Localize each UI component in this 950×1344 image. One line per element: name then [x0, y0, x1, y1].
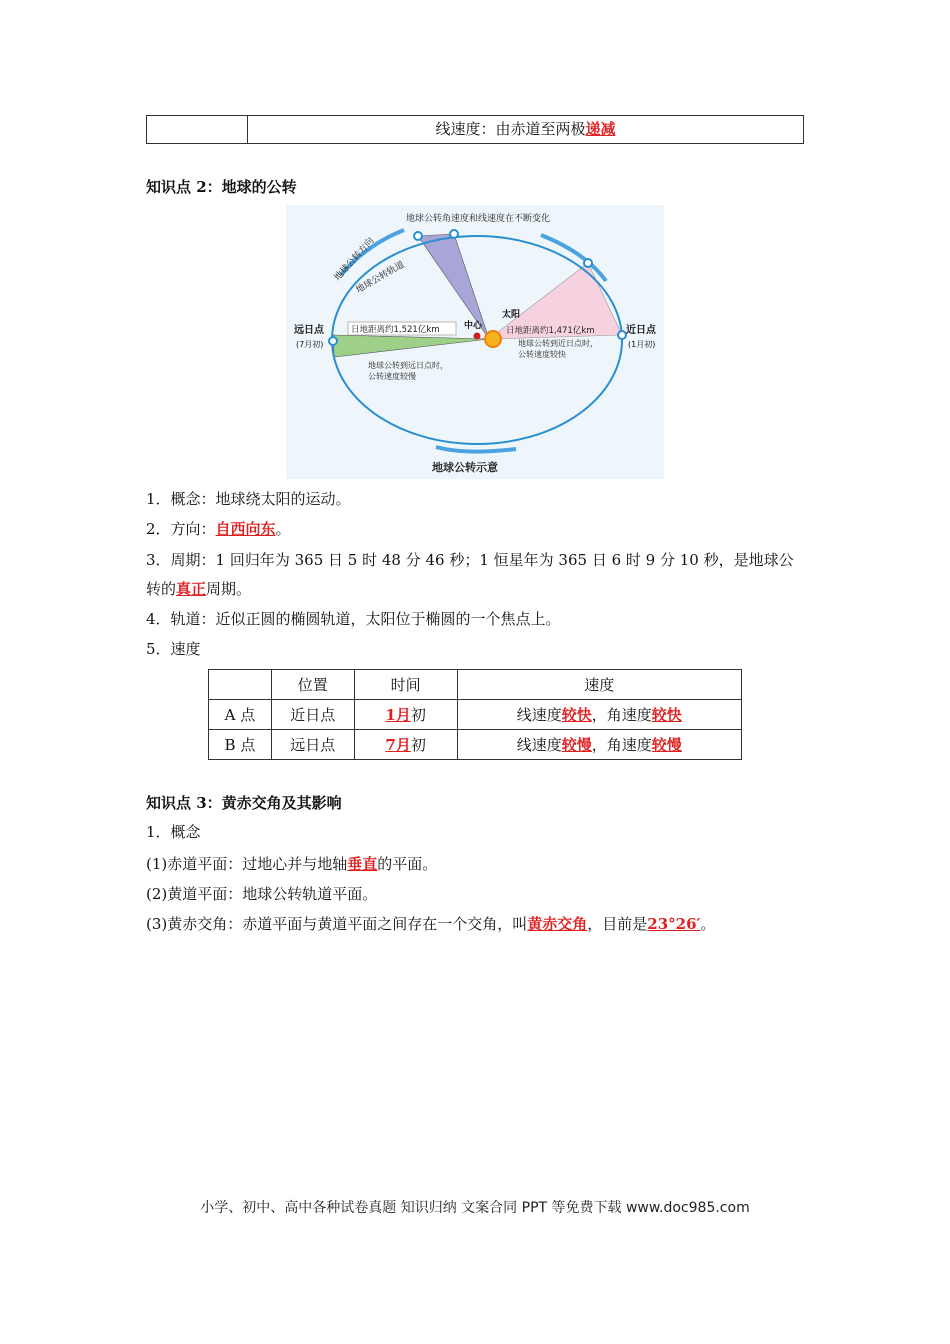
point-cell: A 点 [209, 700, 272, 730]
perihelion-label: 近日点 [626, 325, 656, 336]
point-cell: B 点 [209, 730, 272, 760]
time-cell [354, 730, 457, 760]
line-speed-value: 较快 [561, 706, 592, 724]
item-orbit: 4．轨道：近似正圆的椭圆轨道，太阳位于椭圆的一个焦点上。 [146, 610, 561, 628]
orbit-label: 地球公转轨道 [354, 259, 407, 296]
item-direction-suffix: 。 [275, 520, 291, 538]
item-concept: 1．概念：地球绕太阳的运动。 [146, 490, 351, 508]
speed-table [208, 669, 742, 760]
line-speed-value: 较慢 [561, 736, 592, 754]
top-table-text-cell [248, 116, 803, 143]
diagram-caption: 地球公转示意 [432, 461, 498, 474]
obliquity-prefix: (3)黄赤交角：赤道平面与黄道平面之间存在一个交角，叫 [146, 915, 528, 933]
slow-note-line2: 公转速度较慢 [368, 372, 416, 381]
speed-cell [457, 700, 741, 730]
line-speed-label: 线速度 [516, 706, 562, 724]
equator-plane-suffix: 的平面。 [377, 855, 438, 873]
angle-speed-value: 较快 [651, 706, 682, 724]
equator-plane-prefix: (1)赤道平面：过地心并与地轴 [146, 855, 348, 873]
speed-table-header-row [209, 670, 742, 700]
top-table-empty-cell [147, 116, 248, 143]
top-table-fragment [146, 115, 804, 144]
line-speed-label: 线速度 [516, 736, 562, 754]
header-cell-time: 时间 [354, 670, 457, 700]
item-direction-highlight: 自西向东 [215, 520, 276, 538]
sun-icon [485, 331, 501, 347]
obliquity-highlight: 黄赤交角 [527, 915, 588, 933]
revolution-svg [286, 205, 664, 479]
fast-note-line1: 地球公转到近日点时， [518, 339, 598, 348]
near-distance-label: 日地距离约1,471亿km [506, 326, 595, 336]
header-cell-position: 位置 [271, 670, 354, 700]
section3-concept: 1．概念 [146, 823, 201, 841]
section3-heading: 知识点 3：黄赤交角及其影响 [146, 794, 342, 812]
item-period-highlight: 真正 [176, 580, 207, 598]
top-note-label: 地球公转角速度和线速度在不断变化 [406, 214, 551, 224]
sun-label: 太阳 [502, 310, 521, 320]
aphelion-time-label: (7月初) [296, 340, 324, 349]
header-cell-speed: 速度 [457, 670, 741, 700]
item-direction [146, 519, 291, 539]
table-row [209, 700, 742, 730]
position-cell: 远日点 [271, 730, 354, 760]
orbit-node-right [584, 259, 592, 267]
orbit-node-top-left [414, 232, 422, 240]
section2-heading: 知识点 2：地球的公转 [146, 178, 297, 196]
far-distance-label: 日地距离约1,521亿km [351, 325, 440, 335]
position-cell: 近日点 [271, 700, 354, 730]
item-direction-prefix: 2．方向： [146, 520, 216, 538]
obliquity-item [146, 914, 716, 934]
month-highlight: 1月 [385, 706, 411, 724]
item-period-suffix: 周期。 [206, 580, 252, 598]
angle-speed-label: ，角速度 [591, 706, 652, 724]
center-dot [474, 333, 481, 340]
angle-speed-label: ，角速度 [591, 736, 652, 754]
center-label: 中心 [464, 321, 483, 331]
linear-speed-highlight: 递减 [585, 120, 616, 138]
header-cell-empty [209, 670, 272, 700]
earth-revolution-diagram [286, 205, 664, 479]
angle-speed-value: 较慢 [651, 736, 682, 754]
linear-speed-text: 线速度：由赤道至两极 [435, 120, 586, 138]
slow-note-line1: 地球公转到远日点时， [368, 361, 448, 370]
fast-note-line2: 公转速度较快 [518, 350, 566, 359]
orbit-node-top [450, 230, 458, 238]
month-suffix: 初 [410, 736, 426, 754]
obliquity-suffix: 。 [700, 915, 716, 933]
equator-plane-item [146, 854, 437, 874]
perihelion-node [618, 331, 626, 339]
month-suffix: 初 [410, 706, 426, 724]
obliquity-value: 23°26′ [647, 915, 701, 933]
month-highlight: 7月 [385, 736, 411, 754]
equator-plane-highlight: 垂直 [347, 855, 378, 873]
ecliptic-plane-item: (2)黄道平面：地球公转轨道平面。 [146, 885, 378, 903]
time-cell [354, 700, 457, 730]
page-footer: 小学、初中、高中各种试卷真题 知识归纳 文案合同 PPT 等免费下载 www.doc985.com [200, 1200, 750, 1216]
perihelion-time-label: (1月初) [628, 340, 656, 349]
aphelion-label: 远日点 [294, 325, 324, 336]
direction-label: 地球公转方向 [332, 236, 377, 284]
item-period-line2 [146, 579, 251, 599]
aphelion-node [329, 337, 337, 345]
item-period-prefix: 转的 [146, 580, 177, 598]
speed-cell [457, 730, 741, 760]
item-period-line1: 3．周期：1 回归年为 365 日 5 时 48 分 46 秒；1 恒星年为 365 日 6 时 9 分 10 秒，是地球公 [146, 551, 794, 569]
table-row [209, 730, 742, 760]
obliquity-mid: ，目前是 [587, 915, 648, 933]
item-speed: 5．速度 [146, 640, 201, 658]
